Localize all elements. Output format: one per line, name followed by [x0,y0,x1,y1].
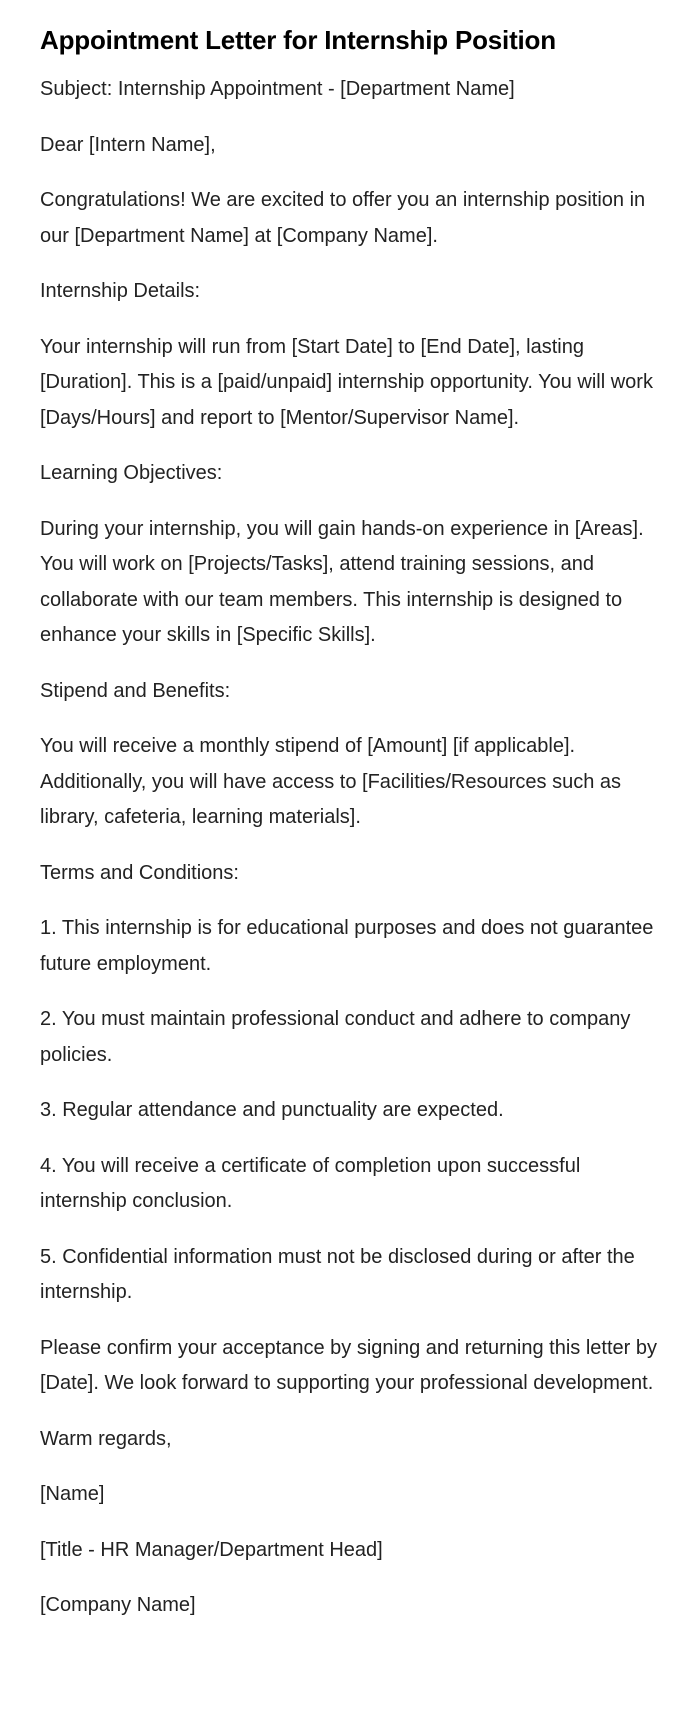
intro-paragraph: Congratulations! We are excited to offer you an internship position in our [Department Name] at [Company Name]. [40,189,646,247]
term-item-3: 3. Regular attendance and punctuality are expected. [40,1099,504,1121]
signer-title: [Title - HR Manager/Department Head] [40,1538,383,1561]
sign-off: Warm regards, [40,1427,172,1450]
stipend-paragraph: You will receive a monthly stipend of [Amount] [if applicable]. Additionally, you will have access to [Facilities/Resources such as library, cafeteria, learning materials]. [40,735,621,828]
stipend-heading: Stipend and Benefits: [40,679,231,702]
page-title: Appointment Letter for Internship Position [40,25,556,55]
terms-list [40,911,660,1311]
signer-company: [Company Name] [40,1594,196,1616]
terms-heading: Terms and Conditions: [40,861,239,884]
objectives-heading: Learning Objectives: [40,462,223,484]
signer-name: [Name] [40,1483,105,1505]
subject-line: Subject: Internship Appointment - [Department Name] [40,78,515,100]
term-item-5: 5. Confidential information must not be disclosed during or after the internship. [40,1245,635,1303]
salutation: Dear [Intern Name], [40,133,216,156]
details-paragraph: Your internship will run from [Start Date] to [End Date], lasting [Duration]. This is a [paid/unpaid] internship opportunity. You will work [Days/Hours] and report to [Mentor/Supervisor Name]. [40,335,653,429]
details-heading: Internship Details: [40,280,201,302]
closing-paragraph: Please confirm your acceptance by signing and returning this letter by [Date]. We look forward to supporting your professional development. [40,1336,658,1394]
term-item-4: 4. You will receive a certificate of completion upon successful internship conclusion. [40,1154,581,1212]
term-item-2: 2. You must maintain professional conduct and adhere to company policies. [40,1008,631,1066]
term-item-1: 1. This internship is for educational purposes and does not guarantee future employment. [40,917,654,975]
objectives-paragraph: During your internship, you will gain hands-on experience in [Areas]. You will work on [Projects/Tasks], attend training sessions, and collaborate with our team members. This internship is designed to enhance your skills in [Specific Skills]. [40,517,644,646]
